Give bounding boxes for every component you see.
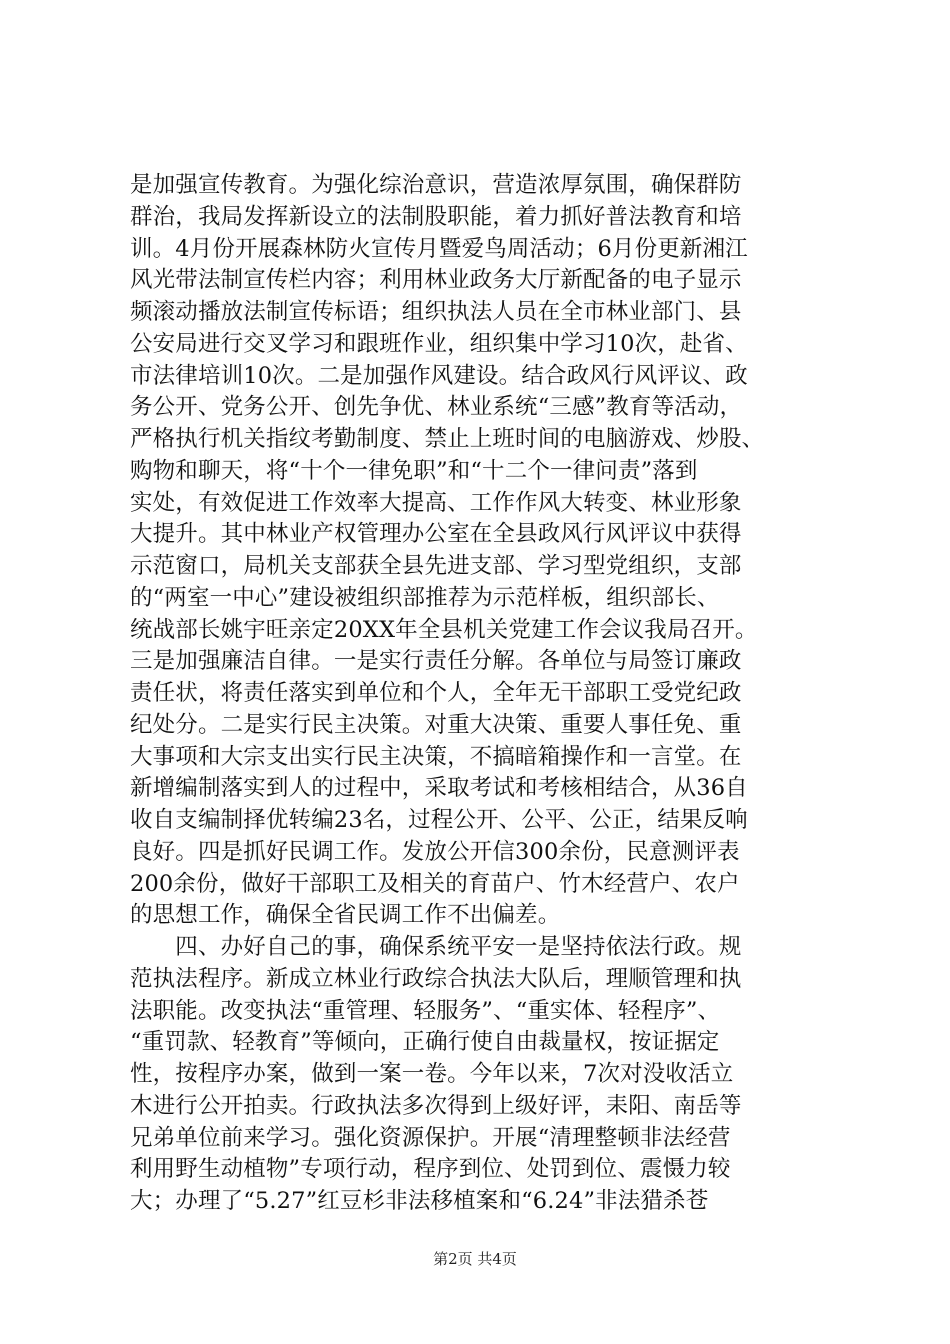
text-line: 严格执行机关指纹考勤制度、禁止上班时间的电脑游戏、炒股、 — [130, 426, 765, 452]
text-line: 统战部长姚宇旺亲定20XX年全县机关党建工作会议我局召开。 — [130, 616, 758, 643]
text-line: 实处，有效促进工作效率大提高、工作作风大转变、林业形象 — [130, 489, 742, 516]
text-line: 法职能。改变执法“重管理、轻服务”、“重实体、轻程序”、 — [130, 997, 721, 1024]
text-line: 大提升。其中林业产权管理办公室在全县政风行风评议中获得 — [130, 521, 742, 548]
text-line: 四、办好自己的事，确保系统平安一是坚持依法行政。规 — [130, 934, 742, 960]
text-line: 训。4月份开展森林防火宣传月暨爱鸟周活动；6月份更新湘江 — [130, 235, 748, 262]
body-text — [130, 170, 830, 1218]
text-line: 是加强宣传教育。为强化综治意识，营造浓厚氛围，确保群防 — [130, 172, 742, 198]
text-line: 纪处分。二是实行民主决策。对重大决策、重要人事任免、重 — [130, 711, 742, 738]
text-line: 的“两室一中心”建设被组织部推荐为示范样板，组织部长、 — [130, 584, 720, 611]
text-line: 市法律培训10次。二是加强作风建设。结合政风行风评议、政 — [130, 362, 748, 389]
text-line: 大；办理了“5.27”红豆杉非法移植案和“6.24”非法猎杀苍 — [130, 1188, 709, 1214]
page-footer: 第2页 共4页 — [433, 1250, 517, 1268]
text-line: 性，按程序办案，做到一案一卷。今年以来，7次对没收活立 — [130, 1061, 734, 1087]
text-line: “重罚款、轻教育”等倾向，正确行使自由裁量权，按证据定 — [130, 1029, 720, 1056]
text-line: 范执法程序。新成立林业行政综合执法大队后，理顺管理和执 — [130, 965, 742, 992]
text-line: 木进行公开拍卖。行政执法多次得到上级好评，耒阳、南岳等 — [130, 1092, 742, 1119]
text-line: 兄弟单位前来学习。强化资源保护。开展“清理整顿非法经营 — [130, 1124, 731, 1151]
text-line: 新增编制落实到人的过程中，采取考试和考核相结合，从36自 — [130, 775, 748, 802]
text-line: 频滚动播放法制宣传标语；组织执法人员在全市林业部门、县 — [130, 299, 742, 325]
text-line: 利用野生动植物”专项行动，程序到位、处罚到位、震慑力较 — [130, 1156, 731, 1183]
text-line: 的思想工作，确保全省民调工作不出偏差。 — [130, 902, 561, 929]
text-line: 大事项和大宗支出实行民主决策，不搞暗箱操作和一言堂。在 — [130, 743, 742, 770]
text-line: 风光带法制宣传栏内容；利用林业政务大厅新配备的电子显示 — [130, 267, 742, 294]
text-line: 公安局进行交叉学习和跟班作业，组织集中学习10次，赴省、 — [130, 330, 748, 357]
text-line: 200余份，做好干部职工及相关的育苗户、竹木经营户、农户 — [130, 870, 740, 897]
text-line: 收自支编制择优转编23名，过程公开、公平、公正，结果反响 — [130, 807, 748, 833]
text-line: 购物和聊天，将“十个一律免职”和“十二个一律问责”落到 — [130, 457, 698, 484]
text-line: 良好。四是抓好民调工作。发放公开信300余份，民意测评表 — [130, 838, 740, 865]
text-line: 群治，我局发挥新设立的法制股职能，着力抓好普法教育和培 — [130, 203, 742, 230]
text-line: 责任状，将责任落实到单位和个人，全年无干部职工受党纪政 — [130, 680, 742, 706]
text-line: 务公开、党务公开、创先争优、林业系统“三感”教育等活动， — [130, 394, 743, 421]
text-line: 示范窗口，局机关支部获全县先进支部、学习型党组织，支部 — [130, 553, 742, 579]
text-line: 三是加强廉洁自律。一是实行责任分解。各单位与局签订廉政 — [130, 648, 742, 675]
